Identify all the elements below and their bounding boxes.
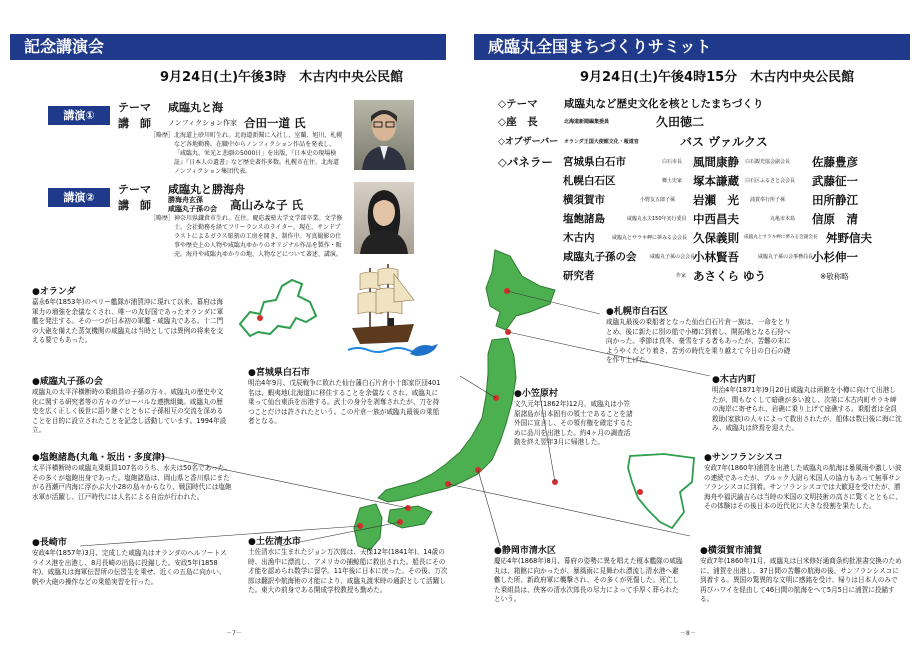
lecture2-bio: 神奈川県鎌倉市生れ。在住。慶応義塾大学文学部卒業。文学修士。会社勤務を経てフリーランスのライター、現在、サンドブラストによるガラス彫刻の工房を開き、制作中。写真撮影の仕事や歴史上の人物や咸臨丸ゆかりのオリジナル作品を製作・販売。海舟や咸臨丸ゆかりの地、人物などについて著述、講演。 — [174, 215, 343, 258]
panelist-role: 白石市長 — [662, 159, 683, 165]
dolphin-illustration — [408, 340, 440, 360]
panelist-name: 中西昌夫 — [693, 212, 739, 226]
place-title-shiroishi: ●宮城県白石市 — [248, 368, 310, 378]
summit-chair-affiliation: 北海道新聞編集委員 — [564, 119, 610, 125]
panelist-name-2: 田所静江 — [812, 193, 858, 207]
honorific-note: ※敬称略 — [820, 272, 849, 281]
lecture1-badge: 講演① — [48, 106, 110, 125]
place-title-kikonai: ●木古内町 — [712, 375, 756, 385]
researcher-label: 研究者 — [563, 270, 595, 282]
place-note-shiroishi — [248, 367, 444, 427]
place-text-oranda: 嘉永6年(1853年)のペリー艦隊が浦賀沖に現れて以来、幕府は海軍力の増強を余儀なくされ、唯一の友好国であったオランダに軍艦を発注する。その一つが日本初の軍艦・咸臨丸である。十二門の大砲を備えた蒸気機関の咸臨丸は当時としては異例の将来を支える要でもあった。 — [32, 298, 224, 345]
lecture2-theme-label: テーマ — [118, 183, 151, 196]
panelist-role-2: 白石観光協会副会長 — [745, 159, 791, 165]
lecture1-speaker-label: 講 師 — [118, 117, 151, 130]
summit-date: 9月24日(土)午後4時15分 木古内中央公民館 — [580, 70, 855, 85]
panelist-name-2: 武藤征一 — [812, 174, 858, 188]
panelist-place: 塩飽諸島 — [563, 213, 605, 225]
lecture2-speaker-label: 講 師 — [118, 199, 151, 212]
lecture2-theme: 咸臨丸と勝海舟 — [168, 183, 245, 196]
europe-map-outline — [230, 272, 325, 342]
panelist-name: 塚本謙蔵 — [693, 174, 739, 188]
place-text-shison: 咸臨丸の太平洋横断時の乗組員の子孫の方々、咸臨丸の歴史や文化に関する研究者等の方々のグローバルな連携組織。咸臨丸の歴史を広く正しく後世に語り継ぐとともに子孫相互の交流を深めることを目的に設立されたことを記念し活動しています。1994年設立。 — [32, 388, 227, 435]
researcher-name: あさくら ゆう — [693, 269, 767, 283]
panelist-role-2: 白石区ふるさと会会長 — [745, 178, 796, 184]
place-text-shimizu: 慶応4年(1868年)8月、幕府の姿勢に異を唱えた榎本艦隊の咸臨丸は、箱館に向かったが、暴風雨に見舞われ漂流し清水港へ避難した所、新政府軍に襲撃され、その多くが死傷した。死亡した乗組員は、侠客の清水次郎長の尽力によって手厚く葬られたという。 — [494, 557, 683, 604]
place-text-sanfrancisco: 安政7年(1860年)浦賀を出港した咸臨丸の航海は暴風雨や激しい波の連続であったが、ブルック大尉ら米国人の協力もあって無事サンフランシスコに到着。サンフランシスコでは大歓迎を受けたが、勝海舟や福沢諭吉らは当時の米国の文明技術の高さに驚くとともに、その体験はその後日本の近代化に大きな役割を果たした。 — [704, 464, 902, 511]
place-text-kikonai: 明治4年(1871年)9月20日咸臨丸は函館を小樽に向けて出港したが、間もなくして暗礁が多い渡し、次第に木古内町サラキ岬の海岸に寄せられ、岩礁に乗り上げて座礁する。乗船者は全員救助(家族)の人々によって救出されたが、船体は数日後に海に沈み、咸臨丸は終焉を迎えた。 — [712, 386, 902, 433]
place-title-shimizu: ●静岡市清水区 — [494, 546, 556, 556]
summit-theme: 咸臨丸など歴史文化を核としたまちづくり — [564, 98, 764, 110]
place-note-shison — [32, 376, 228, 436]
place-title-nagasaki: ●長崎市 — [32, 538, 67, 548]
lecture2-badge: 講演② — [48, 188, 110, 207]
place-note-yokosuka — [700, 545, 902, 605]
lecture1-speaker-name: 合田一道 氏 — [244, 116, 306, 130]
place-title-tosashimizu: ●土佐清水市 — [248, 537, 301, 547]
place-text-nagasaki: 安政4年(1857年)3月、完成した咸臨丸はオランダのヘルフートスライス港を出港し、8月長崎の出島に投錨した。安政5年(1858年)、咸臨丸は海軍伝習所の伝習生を乗せ、近くの五島に向かい、帆や大砲の操作などの乗船実習を行った。 — [32, 549, 227, 586]
panelist-role-2: 浦賀奉行所子孫 — [750, 197, 786, 203]
place-title-oranda: ●オランダ — [32, 287, 76, 297]
lecture1-bio-label: ［略歴］ — [150, 132, 175, 139]
summit-chair-label: ◇座 長 — [498, 116, 538, 128]
summit-panel-label: ◇パネラー — [498, 155, 553, 169]
lecture2-speaker-name: 高山みな子 氏 — [230, 198, 304, 212]
panelist-role: 郷土史家 — [662, 178, 683, 184]
panelist-name-2: 小杉伸一 — [812, 250, 858, 264]
place-title-shiwaku: ●塩飽諸島(丸亀・坂出・多度津) — [32, 453, 166, 463]
place-text-shiwaku: 太平洋横断時の咸臨丸乗組員107名のうち、水夫は50名であった。その多くが塩飽出身であった。塩飽諸島は、岡山県と香川県にまたがる西瀬戸内海に浮かぶ大小28の島々からなり、戦国時代には塩飽水軍が活躍し、江戸時代には人名による自治が行われた。 — [32, 464, 232, 501]
lecture2-speaker-photo — [354, 182, 414, 254]
panelist-name: 小林賢吾 — [693, 250, 739, 264]
panelist-place: 木古内 — [563, 232, 595, 244]
place-title-yokosuka: ●横須賀市浦賀 — [700, 546, 762, 556]
place-text-sapporo: 咸臨丸最後の乗船者となった仙台白石片倉一族は、一命をとりとめ、後に新たに別の船で小樽に到着し、開拓地となる石狩へ向かった。季節は真冬、豪雪をする者もあったが、苦難の末にようやくたどり着き、苦労の時代を乗り越えて今日の白石の礎を作り上げた。 — [606, 318, 791, 365]
place-note-kikonai — [712, 374, 902, 434]
place-note-shimizu — [494, 545, 684, 605]
lecture2-bio-label: ［略歴］ — [150, 215, 175, 222]
lecture1-affiliation: ノンフィクション作家 — [168, 119, 238, 127]
place-text-tosashimizu: 土佐清水に生まれたジョン万次郎は、天保12年(1841年)、14歳の時、出漁中に漂流し、アメリカの捕鯨船に救出された。船長にその才能を認められ数学に留学。11年後に日本に戻った。その後、万次郎は翻訳や航海術の才能により、咸臨丸渡米時の通訳として活躍した。東大の前身である開成学校教授も勤めた。 — [248, 548, 448, 595]
summit-section-header: 咸臨丸全国まちづくりサミット — [474, 34, 910, 60]
place-title-sapporo: ●札幌市白石区 — [606, 307, 668, 317]
place-note-ogasawara — [514, 388, 634, 448]
place-title-ogasawara: ●小笠原村 — [514, 389, 558, 399]
place-text-shiroishi: 明治4年9月、戊辰戦争に敗れた仙台藩白石片倉小十郎家臣団401名は、蝦夷地(北海道)に移住することを余儀なくされ、咸臨丸に乗って仙台東浜を出港する。武士の身分を剥奪されたが、刀を持つことだけは許されたという。この片倉一族が咸臨丸最後の乗船者となる。 — [248, 379, 441, 426]
summit-theme-label: ◇テーマ — [498, 98, 538, 110]
page-number-right: －8－ — [680, 630, 696, 637]
panelist-name-2: 佐藤豊彦 — [812, 155, 858, 169]
panelist-name: 岩瀬 光 — [693, 193, 739, 207]
summit-observer-label: ◇オブザーバー — [498, 137, 559, 147]
lecture2-affiliation-line2: 咸臨丸子孫の会 — [168, 205, 217, 213]
panelist-role: 咸臨丸水夫150年実行委員 — [627, 216, 687, 222]
panelist-name: 風間康静 — [693, 155, 739, 169]
summit-observer-affiliation: オランダ王国大使館文化・報道官 — [564, 139, 639, 145]
usa-west-coast-outline — [624, 452, 698, 532]
lecture-section-header: 記念講演会 — [10, 34, 446, 60]
panelist-role-2: 咸臨丸子孫の会事務局長 — [758, 254, 814, 260]
lecture1-bio: 北海道上砂川町生れ。北海道新聞に入社し、室蘭、旭川、札幌など各地勤務。在職中からノンフィクション作品を発表し、「咸臨丸、栄光と悲劇の5000日」を出版、『日本史の現場検証』『日本人の遺書』など歴史著作多数。札幌市在住、北海道ノンフィクション集団代表。 — [174, 132, 343, 175]
panelist-place: 札幌白石区 — [563, 175, 616, 187]
place-text-ogasawara: 文久元年(1862年)12月、咸臨丸は小笠原諸島が日本固有の領土であることを諸外国に宣言し、その領有権を確定するために品川を出港した。約4ヶ月の調査活動を終え翌年3月に帰港した。 — [514, 400, 633, 447]
lecture2-affiliation-line1: 勝海舟玄孫 — [168, 196, 203, 204]
panelist-role-2: 丸亀市本島 — [770, 216, 796, 222]
place-title-shison: ●咸臨丸子孫の会 — [32, 377, 103, 387]
researcher-role: 作家 — [676, 273, 687, 279]
lecture1-speaker-photo — [354, 100, 414, 170]
place-note-tosashimizu — [248, 536, 448, 596]
panelist-role-2: 咸臨丸とサラキ岬に夢みる会副会長 — [744, 235, 818, 240]
panelist-place: 咸臨丸子孫の会 — [563, 251, 637, 263]
panelist-place: 宮城県白石市 — [563, 156, 626, 168]
panelist-place: 横須賀市 — [563, 194, 605, 206]
panelist-name: 久保義則 — [693, 231, 739, 245]
place-note-shiwaku — [32, 452, 232, 502]
place-note-oranda — [32, 286, 228, 346]
panelist-role: 咸臨丸とサラキ岬に夢みる会会長 — [612, 235, 688, 241]
panelist-name-2: 信原 清 — [812, 212, 858, 226]
place-title-sanfrancisco: ●サンフランシスコ — [704, 453, 783, 463]
place-note-sapporo — [606, 306, 796, 366]
lecture-date: 9月24日(土)午後3時 木古内中央公民館 — [160, 70, 404, 85]
page-number-left: －7－ — [226, 630, 242, 637]
panelist-name-2: 舛野信夫 — [826, 231, 872, 245]
summit-chair-name: 久田徳二 — [656, 115, 705, 129]
place-text-yokosuka: 安政7年(1860年)1月、咸臨丸は日米修好通商条約批准書交換のために、浦賀を出港し、37日間の苦難の航海の後、サンフランシスコに到着する。異国の驚異的な文明に感銘を受け、帰りは日本人のみで再びハワイを経由して46日間の航海をへて5月5日に浦賀に投錨する。 — [700, 557, 902, 604]
summit-observer-name: バス ヴァルクス — [680, 135, 768, 149]
panelist-role: 咸臨丸子孫の会会長 — [650, 254, 696, 260]
lecture1-theme: 咸臨丸と海 — [168, 101, 223, 114]
place-note-sanfrancisco — [704, 452, 902, 512]
lecture1-theme-label: テーマ — [118, 101, 151, 114]
panelist-role: 小野友五郎子孫 — [640, 197, 676, 203]
place-note-nagasaki — [32, 537, 228, 587]
